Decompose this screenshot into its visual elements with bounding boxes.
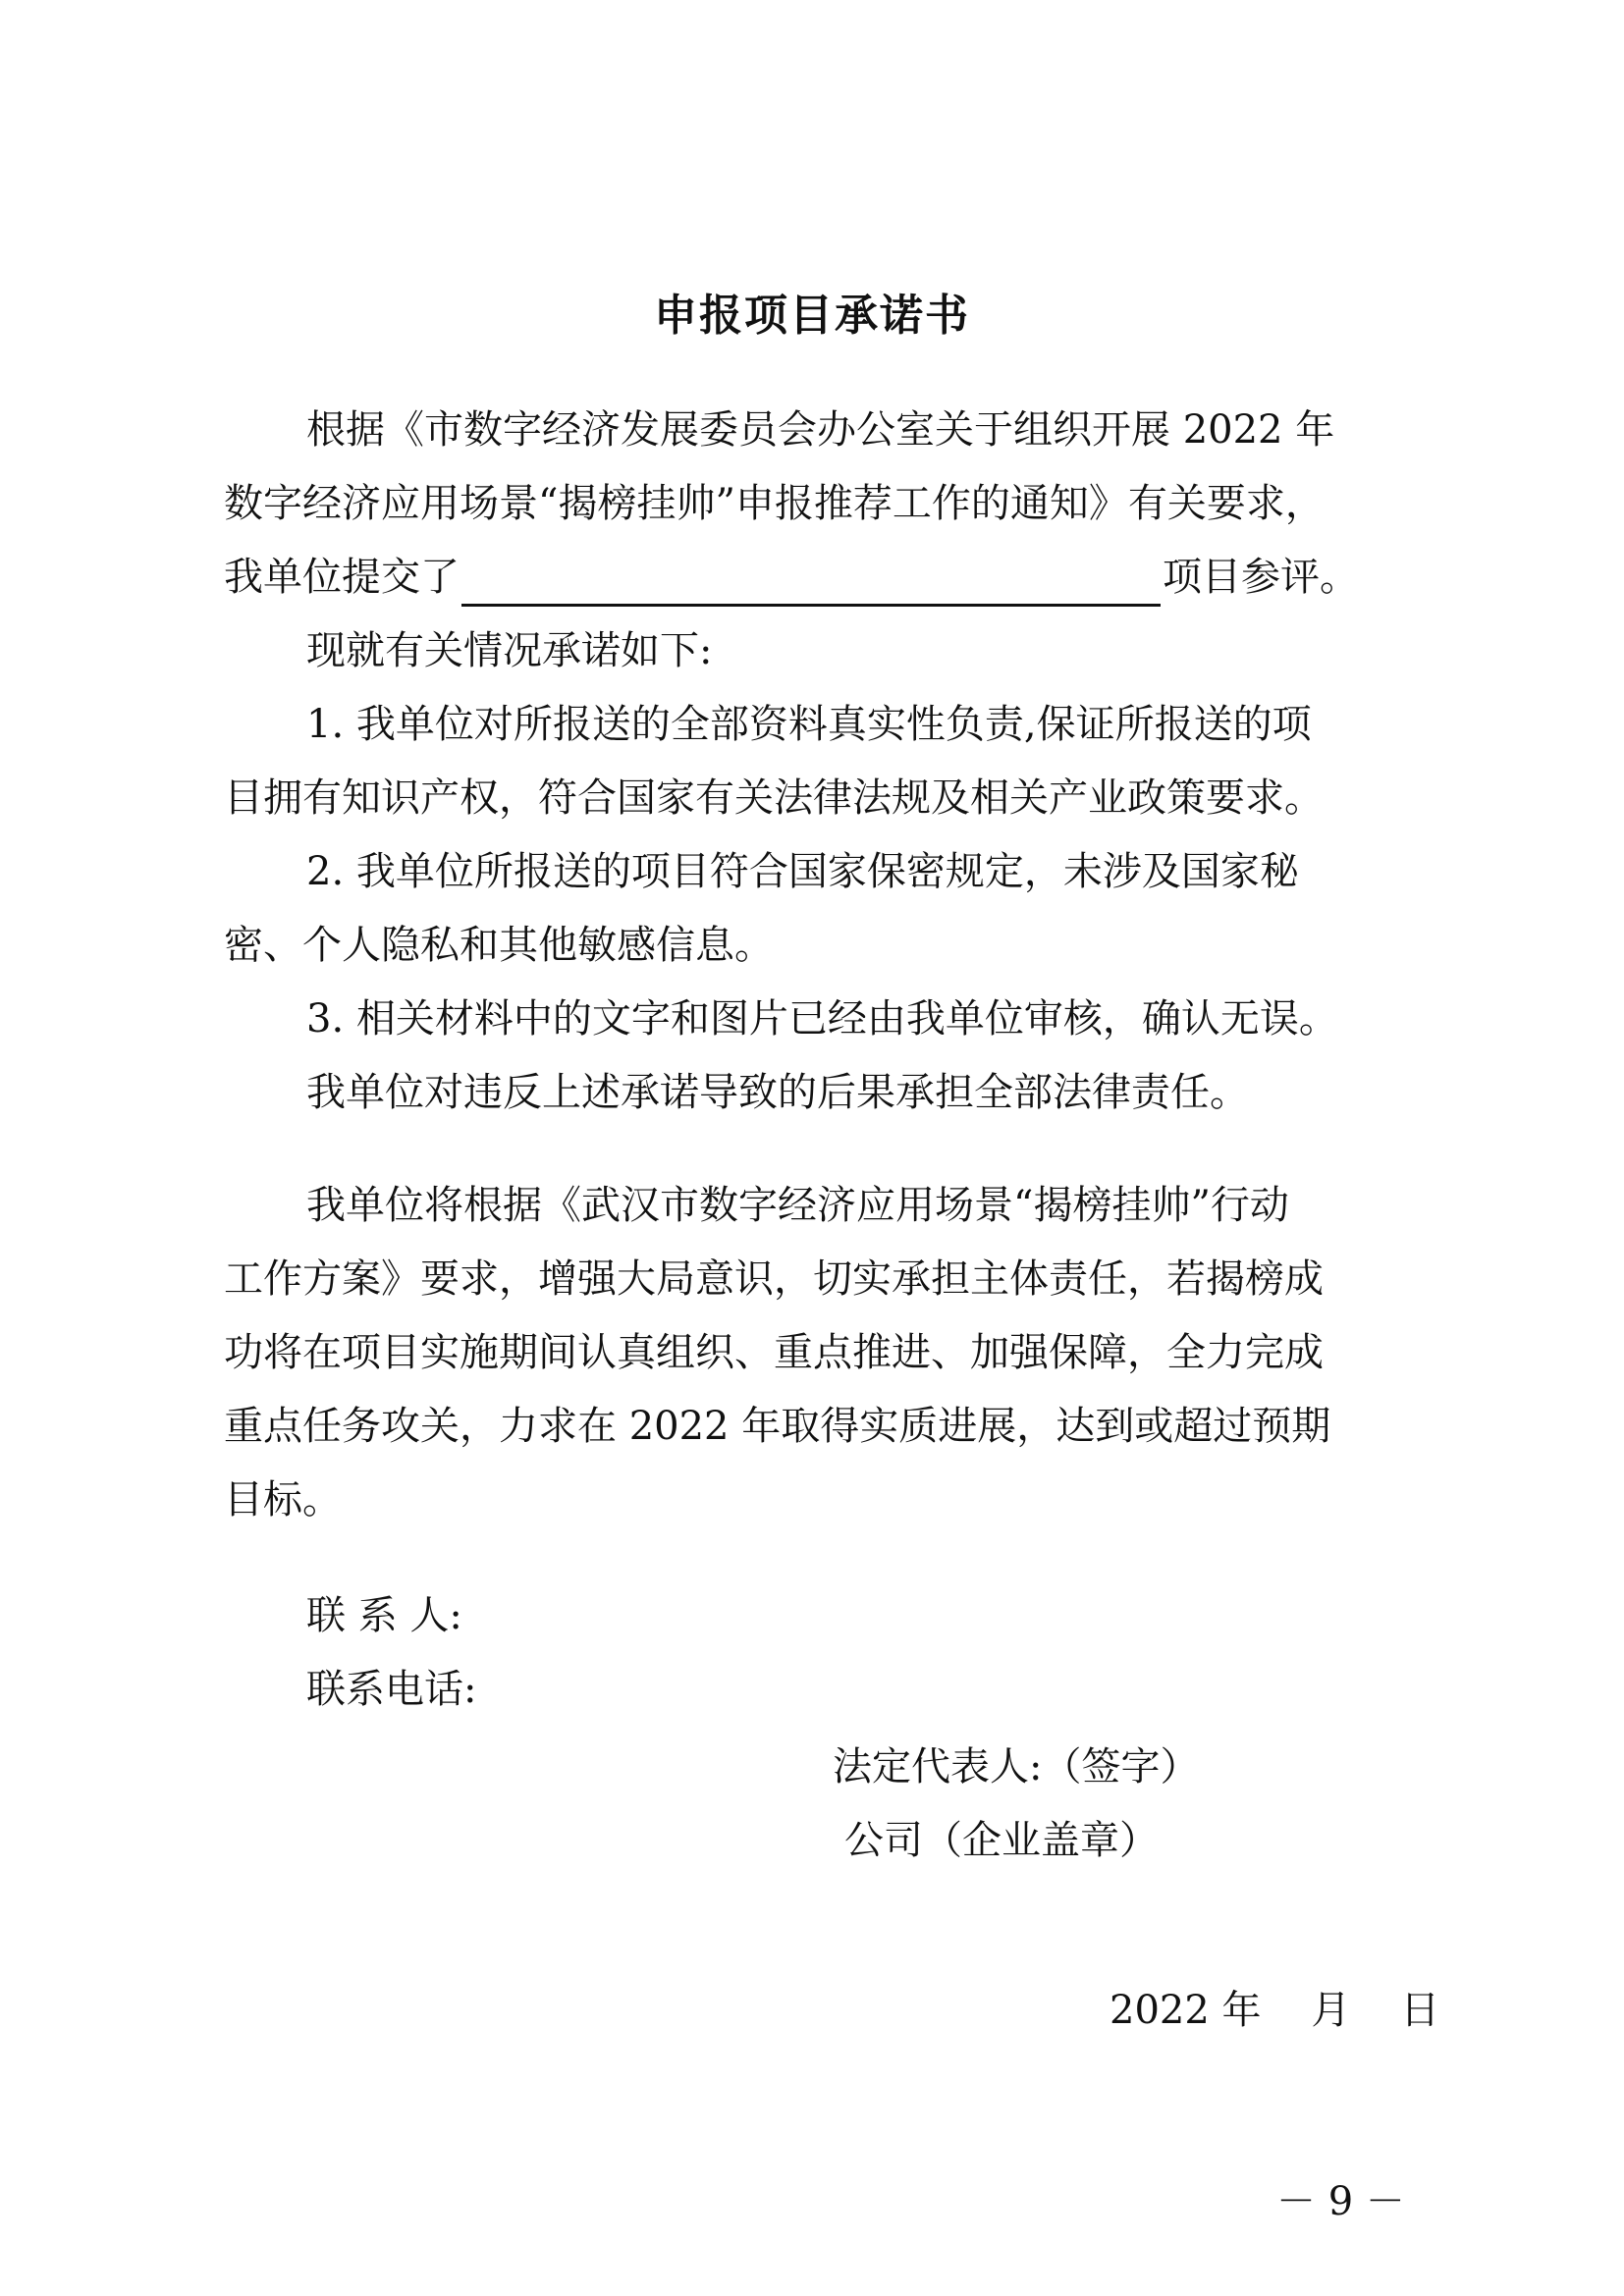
para1-line1: 根据《市数字经济发展委员会办公室关于组织开展 2022 年: [306, 407, 1335, 453]
para2-line3: 功将在项目实施期间认真组织、重点推进、加强保障，全力完成: [224, 1330, 1324, 1375]
page-title: 申报项目承诺书: [654, 291, 970, 341]
intro-text: 现就有关情况承诺如下:: [306, 628, 713, 673]
liability-statement: 我单位对违反上述承诺导致的后果承担全部法律责任。: [306, 1070, 1249, 1115]
item1-line1: 1. 我单位对所报送的全部资料真实性负责,保证所报送的项: [306, 702, 1312, 747]
contact-person-label: 联 系 人:: [306, 1593, 462, 1638]
item1-line2: 目拥有知识产权，符合国家有关法律法规及相关产业政策要求。: [224, 775, 1324, 821]
project-name-blank[interactable]: [461, 561, 1161, 607]
date-text: 2022 年 月 日: [1110, 1988, 1440, 2033]
para2-line5: 目标。: [224, 1477, 342, 1522]
para1-line3-suffix: 项目参评。: [1163, 555, 1359, 600]
para2-line2: 工作方案》要求，增强大局意识，切实承担主体责任，若揭榜成: [224, 1256, 1324, 1302]
company-seal-label: 公司（企业盖章）: [844, 1818, 1159, 1863]
item3-text: 3. 相关材料中的文字和图片已经由我单位审核，确认无误。: [306, 996, 1338, 1041]
page-number: － 9 －: [1276, 2179, 1405, 2224]
para1-line3-prefix: 我单位提交了: [224, 555, 460, 600]
para2-line4: 重点任务攻关，力求在 2022 年取得实质进展，达到或超过预期: [224, 1404, 1331, 1449]
para1-line3: [224, 548, 1624, 607]
item2-line1: 2. 我单位所报送的项目符合国家保密规定，未涉及国家秘: [306, 849, 1299, 894]
contact-phone-label: 联系电话:: [306, 1667, 477, 1712]
legal-representative-label: 法定代表人:（签字）: [833, 1744, 1200, 1789]
item2-line2: 密、个人隐私和其他敏感信息。: [224, 923, 774, 968]
para1-line2: 数字经济应用场景“揭榜挂帅”申报推荐工作的通知》有关要求，: [224, 481, 1325, 526]
para2-line1: 我单位将根据《武汉市数字经济应用场景“揭榜挂帅”行动: [306, 1183, 1289, 1228]
